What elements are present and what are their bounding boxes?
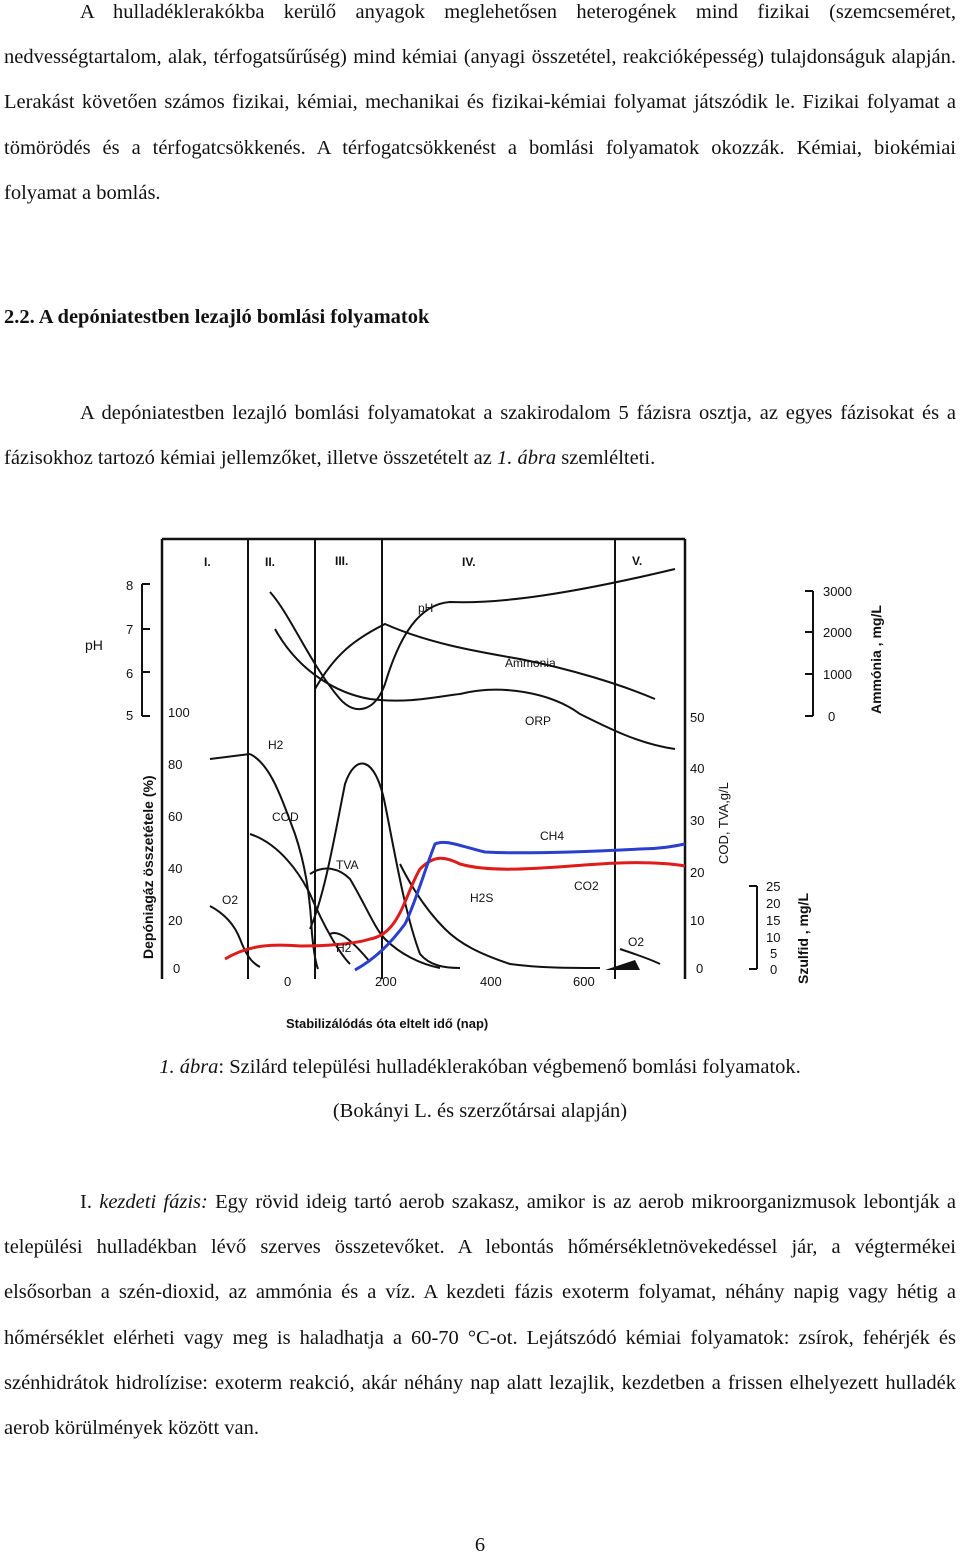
gas-tick: 60 [168,809,183,824]
h2-low-curve-label: H2 [336,941,352,955]
ph-curve-label: pH [418,601,434,615]
phase-label-1: I. [204,555,211,569]
section-intro-text: A depóniatestben lezajló bomlási folyamatokat a szakirodalom 5 fázisra osztja, az egyes fázisokat és a fázisokhoz tartozó kémiai jellemzőket, illetve összetételt az [4,402,956,470]
ph-tick: 6 [126,666,134,681]
ammonia-curve-label: Ammonia [505,656,556,670]
o2-right-curve-label: O2 [628,935,645,949]
intro-paragraph: A hulladéklerakókba kerülő anyagok meglehetősen heterogének mind fizikai (szemcseméret, nedvességtartalom, alak, térfogatsűrűség) mind kémiai (anyagi összetétel, reakcióképesség) tulajdonságuk alapján. Lerakást követően számos fizikai, kémiai, mechanikai és fizikai-kémiai folyamat játszódik le. Fizikai folyamat a tömörödés és a térfogatcsökkenés. A térfogatcsökkenést a bomlási folyamatok okozzák. Kémiai, biokémiai folyamat a bomlás. [4,1,956,204]
phase-label-5: V. [632,554,643,568]
ammonia-tick: 1000 [823,667,852,682]
x-tick: 600 [573,974,595,989]
figure-reference[interactable]: 1. ábra [496,447,557,470]
ammonia-tick: 3000 [823,584,852,599]
ph-axis-label: pH [85,637,103,653]
ammonia-curve [315,624,655,699]
figure-caption-source: (Bokányi L. és szerzőtársai alapján) [332,1100,628,1122]
ph-tick: 5 [126,708,134,723]
sulfide-tick: 0 [770,962,778,977]
caption-text: : Szilárd települési hulladéklerakóban végbemenő bomlási folyamatok. [218,1056,801,1078]
co2-curve-label: CO2 [574,879,599,893]
gas-axis-label: Depóniagáz összetétele (%) [140,775,156,959]
cod-tick: 40 [690,761,705,776]
section-intro-paragraph [4,391,956,481]
o2-right-curve [620,949,660,964]
x-axis-label: Stabilizálódás óta eltelt idő (nap) [286,1016,489,1031]
h2s-curve [400,864,600,968]
cod-tick: 10 [690,913,705,928]
cod-tick: 50 [690,710,705,725]
page-number: 6 [474,1534,486,1556]
gas-tick: 100 [168,705,190,720]
sulfide-axis-label: Szulfid , mg/L [795,893,811,984]
o2-left-curve [210,906,260,967]
sulfide-tick: 5 [770,946,778,961]
gas-tick: 20 [168,913,183,928]
section-intro-text-end: szemlélteti. [556,447,656,470]
cod-tick: 30 [690,813,705,828]
x-tick: 0 [284,974,292,989]
phase-label-4: IV. [462,555,476,569]
phase-1-label: I. [80,1191,100,1213]
ch4-curve-label: CH4 [540,829,565,843]
ammonia-tick: 2000 [823,625,852,640]
gas-tick: 40 [168,861,183,876]
phase-1-term: kezdeti fázis: [99,1191,208,1213]
ph-tick: 8 [126,578,134,593]
x-tick: 400 [480,974,502,989]
decomposition-phases-figure [85,534,884,1034]
phase-1-paragraph [4,1180,956,1451]
phase-label-2: II. [265,555,276,569]
cod-tick: 20 [690,865,705,880]
sulfide-tick: 15 [766,913,781,928]
tva-curve-label: TVA [336,858,359,872]
ammonia-axis-label: Ammónia , mg/L [868,605,884,714]
phase-1-text: Egy rövid ideig tartó aerob szakasz, amikor is az aerob mikroorganizmusok lebontják a települési hulladékban lévő szerves összetevőket. A lebontás hőmérsékletnövekedéssel jár, a végtermékei elsősorban a szén-dioxid, az ammónia és a víz. A kezdeti fázis exoterm folyamat, néhány napig vagy hétig a hőmérséklet elérheti vagy meg is haladhatja a 60-70 °C-ot. Lejátszódó kémiai folyamatok: zsírok, fehérjék és szénhidrátok hidrolízise: exoterm reakció, akár néhány nap alatt lezajlik, kezdetben a frissen elhelyezett hulladék aerob körülmények között van. [4,1191,956,1440]
section-heading: 2.2. A depóniatestben lezajló bomlási folyamatok [4,306,430,328]
figure-caption [0,1045,960,1089]
o2-left-curve-label: O2 [222,893,239,907]
h2s-curve-label: H2S [470,891,494,905]
cod-axis-label: COD, TVA,g/L [716,782,731,864]
phase-v-marker [605,960,640,970]
sulfide-tick: 20 [766,896,781,911]
cod-tick: 0 [696,961,704,976]
h2-curve [210,754,318,969]
sulfide-tick: 10 [766,930,781,945]
gas-tick: 80 [168,757,183,772]
h2-curve-label: H2 [268,738,284,752]
gas-tick: 0 [173,961,181,976]
caption-figure-number: 1. ábra [159,1056,219,1078]
phase-label-3: III. [335,554,349,568]
x-tick: 200 [375,974,397,989]
sulfide-tick: 25 [766,879,781,894]
ph-tick: 7 [126,622,134,637]
cod-curve-label: COD [272,810,299,824]
orp-curve-label: ORP [525,714,552,728]
ammonia-tick: 0 [828,709,836,724]
